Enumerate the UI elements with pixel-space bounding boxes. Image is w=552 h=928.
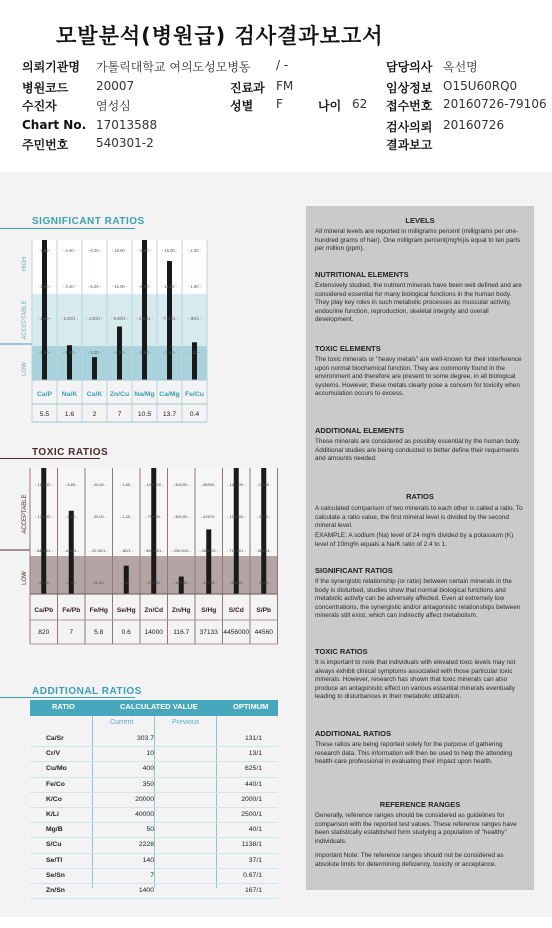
tick-label: - 2.30 - [187,248,202,253]
hospital-code-label: 병원코드 [22,81,69,95]
column-value: 5.5 [39,411,50,418]
additional-title-rule [0,697,135,698]
tick-label: - 35550 - [228,580,245,585]
report-title: 모발분석(병원급) 검사결과보고서 [56,24,384,48]
tick-label: - 1000.00 - [144,482,164,487]
clinical-value: O15U60RQ0 [443,79,518,93]
additional-elements-text: These minerals are considered as possibly essential by the human body. Additional studies are being conducted to better define their requirments and amounts needed. [315,438,521,463]
tick-label: - 12.00 - [111,284,128,289]
current-value-cell: 20000 [135,795,154,803]
column-value: 10.5 [137,411,152,418]
ratios-example: EXAMPLE: A sodium (Na) level of 24 mg% divided by a potassium (K) level of 10mg% equals a Na/K ratio of 2.4 to 1. [315,532,514,548]
tick-label: - 1.60 - [119,482,133,487]
tick-label: - 6.60 - [64,514,78,519]
tick-label: - 126.00 - [35,514,53,519]
additional-ratios-title: ADDITIONAL RATIOS [32,686,142,697]
optimum-cell: 1138/1 [241,841,262,849]
table-row [30,808,278,822]
table-row [30,854,278,868]
column-label: S/Cd [228,607,244,614]
previous-subheader: Previous [172,719,200,726]
institution-value: 가톨릭대학교 여의도성모병동 [96,60,251,74]
levels-text: All mineral levels are reported in milligrams percent (milligrams per one-hundred grams of hair). One milligram percent(mg%)is equal to ten parts per million (ppm). [315,228,521,253]
column-label: Se/Hg [116,607,136,614]
tick-label: - 14225 - [200,580,217,585]
table-row [30,732,278,746]
tick-label: - 4.00/1 - [136,316,153,321]
tick-label: - 106650 - [227,514,246,519]
tick-label: - 4.40 - [62,248,77,253]
significant-ratios-text: If the synergistic relationship (or ratio) between certain minerals in the body is disturbed, studies show that normal biological functions and metabolic activity can be adversely affected. Even at extremely low concentrations, the synergistic and/or antagonistic relationships between minerals still exist, which can indirectly affect metabolism. [315,578,521,620]
ratio-cell: Mg/B [46,826,63,834]
ratio-column-header: RATIO [52,702,75,711]
tick-label: - 5680/1 - [255,548,273,553]
column-label: Fe/Pb [62,607,81,614]
hospital-code-value: 20007 [96,79,135,93]
optimum-cell: 167/1 [244,887,262,894]
tick-label: - 56900 - [200,482,217,487]
tick-label: - 28450/1 - [199,548,219,553]
column-value: 5.8 [94,629,104,636]
column-label: S/Pb [256,607,272,614]
column-value: 820 [38,629,50,636]
current-value-cell: 1400 [138,887,154,894]
optimum-cell: 131/1 [244,735,262,742]
column-value: 14000 [144,629,163,636]
tick-label: - .90/1 - [187,316,202,321]
optimum-cell: 2500/1 [241,811,262,818]
additional-elements-heading: ADDITIONAL ELEMENTS [315,426,405,435]
reference-ranges-text: Generally, reference ranges should be considered as guidelines for comparison with the reported test values. These reference ranges have been statistically established form studying a population of "healthy" individuals. [315,812,517,845]
ratio-bar-ca-p [42,240,47,380]
dept-label: 진료과 [230,81,265,95]
tick-label: - 7.00/1 - [161,316,178,321]
tick-label: - 400.00 - [172,482,190,487]
current-value-cell: 140 [142,856,154,864]
tick-label: - 100.00 - [172,580,190,585]
tick-label: - 44.00 - [91,482,107,487]
ratio-cell: Cu/Mo [46,765,67,773]
tick-label: - 1.60 - [187,284,202,289]
tick-label: - .20 - [189,350,200,355]
tick-label: - 84.00/1 - [34,548,53,553]
tick-label: - 3.00 - [162,350,177,355]
calculated-value-column-header: CALCULATED VALUE [120,702,198,711]
dept-value: FM [276,79,294,93]
column-label: Na/K [61,391,78,398]
chart-value: 17013588 [96,118,158,132]
optimum-cell: 440/1 [244,780,262,788]
column-value: 2 [92,411,97,418]
table-row [30,869,278,883]
column-label: S/Hg [201,607,217,614]
toxic-ratios-title: TOXIC RATIOS [32,447,109,458]
ratio-cell: S/Cu [46,841,62,849]
column-value: 44560 [254,629,273,636]
tick-label: - 6.00 - [137,284,152,289]
column-value: 1.6 [64,411,75,418]
table-row [30,838,278,852]
column-value: 13.7 [162,411,177,418]
ratio-cell: Se/Tl [46,856,63,864]
current-value-cell: 350 [142,780,154,788]
request-date-value: 20160726 [443,118,505,132]
result-label: 결과보고 [386,138,433,152]
ratio-cell: Fe/Co [46,780,65,788]
receipt-value: 20160726-79106 [443,97,547,111]
rrn-value: 540301-2 [96,136,154,150]
current-value-cell: 7 [150,871,154,879]
sex-value: F [276,97,283,111]
tick-label: - 4.60 - [37,248,52,253]
ratio-cell: K/Li [46,811,59,818]
significant-ratios-title: SIGNIFICANT RATIOS [32,216,145,227]
doctor-label: 담당의사 [386,60,433,74]
optimum-cell: 13/1 [248,750,262,758]
column-label: Fe/Hg [89,607,108,614]
column-value: 7 [69,629,74,636]
tick-label: - 142200 - [227,482,246,487]
toxic-ratios-text: It is important to note that individuals with elevated toxic levels may not always exhibit clinical symptoms associated with those particular toxic minerals. However, research has shown that toxic minerals can also produce an antagonistic effect on various essential minerals eventually leading to disturbances in their metabolic utilization. [315,659,516,701]
sex-label: 성별 [230,99,254,113]
column-label: Zn/Cu [109,391,130,398]
tick-label: - 500.00/1 - [143,548,164,553]
current-value-cell: 40000 [135,811,154,818]
table-row [30,793,278,807]
column-value: 0.6 [121,629,131,636]
toxic-ratios-chart [0,458,285,684]
toxic-elements-text: The toxic minerals or "heavy metals" are well-known for their interference upon normal biochemical function. They are commonly found in the environment and therefore are present to some degree, in all biological systems. However, these metals clearly pose a concern for toxicity when accumulation occurs to excess. [315,356,522,398]
zone-label-low: LOW [22,571,28,585]
tick-label: - 4.00 - [112,350,127,355]
ratio-cell: Se/Sn [46,871,65,879]
tick-label: - 71100/1 - [226,548,246,553]
column-value: 4456000 [223,629,250,636]
report-header [0,0,552,160]
tick-label: - 2.60 - [37,316,52,321]
institution-extra: / - [276,58,289,72]
tick-label: - 1.60 - [37,350,52,355]
column-value: 7 [117,411,122,418]
ratio-bar-fe-cu [192,342,197,380]
ratio-bar-na-mg [142,240,147,380]
tick-label: - 2.20 - [87,350,102,355]
receipt-label: 접수번호 [386,99,433,113]
optimum-column-header: OPTIMUM [233,702,269,711]
tick-label: - 16.00 - [111,248,128,253]
table-row [30,884,278,898]
tick-label: - 15.00 - [161,248,178,253]
tick-label: - 4.20/1 - [86,316,103,321]
tick-label: - 200.00/1 - [171,548,192,553]
rrn-label: 주민번호 [22,138,69,152]
column-value: 37133 [199,629,218,636]
tick-label: - 300.00 - [172,514,190,519]
tick-label: - 2.40/1 - [61,316,78,321]
table-row [30,823,278,837]
optimum-cell: 40/1 [248,826,262,834]
optimum-cell: 37/1 [248,856,262,864]
current-value-cell: 10 [146,750,154,758]
tick-label: - 1.20 - [119,514,133,519]
chart-label: Chart No. [22,118,87,132]
tick-label: - 2840 - [256,580,271,585]
doctor-value: 옥선명 [443,60,478,74]
ratio-cell: Zn/Sn [46,887,65,894]
column-label: Fe/Cu [185,391,204,398]
toxic-elements-heading: TOXIC ELEMENTS [315,344,381,353]
clinical-label: 임상정보 [386,81,433,95]
tick-label: - 1.40 - [62,350,77,355]
column-label: Zn/Cd [144,607,164,614]
tick-label: - 42675 - [200,514,217,519]
column-label: Na/Mg [134,391,155,398]
current-value-cell: 303.7 [136,735,154,742]
optimum-cell: 2000/1 [241,795,262,803]
column-label: Ca/Pb [34,607,54,614]
current-value-cell: 2228 [138,841,154,849]
nutritional-heading: NUTRITIONAL ELEMENTS [315,270,409,279]
significant-ratios-chart [0,226,215,444]
reference-ranges-heading: REFERENCE RANGES [379,800,461,809]
tick-label: - 4.40/1 - [63,548,80,553]
tick-label: - 250.00 - [145,580,163,585]
additional-ratios-text: These ratios are being reported solely for the purpose of gathering research data. This information will then be used to help the attending health-care professional in evaluating their impact upon health. [315,741,513,766]
tick-label: - 8520 - [256,514,271,519]
table-row [30,778,278,792]
current-value-cell: 50 [146,826,154,834]
request-date-label: 검사의뢰 [386,120,433,134]
toxic-ratios-heading: TOXIC RATIOS [315,647,368,656]
ratio-bar-ca-k [92,357,97,380]
ratio-cell: Ca/Sr [46,735,64,742]
tick-label: - .80/1 - [119,548,134,553]
current-subheader: Current [110,719,134,726]
ratio-cell: Cr/V [46,750,60,758]
tick-label: - 33.00 - [91,514,107,519]
current-value-cell: 400 [142,765,154,773]
tick-label: - 3.60 - [37,284,52,289]
table-row [30,747,278,761]
column-label: Zn/Hg [171,607,191,614]
tick-label: - 2.20 - [64,580,78,585]
age-label: 나이 [318,99,342,113]
reference-ranges-note: Important Note: The reference ranges should not be considered as absolute limits for determining deficiency, toxicity or acceptance. [315,852,504,868]
patient-value: 염성심 [96,99,131,113]
optimum-cell: 0.67/1 [243,871,262,879]
tick-label: - 168.00 - [35,482,53,487]
nutritional-text: Extensively studied, the nutrient minerals have been well defined and are considered essential for many biological functions in the human body. They play key roles in such metabolic processes as muscular activity, endocrine function, reproduction, skeletal integrity and overall development. [315,282,522,324]
page-bottom-margin [0,917,552,928]
ratios-heading: RATIOS [406,492,434,501]
tick-label: - 11.00 - [91,580,107,585]
tick-label: - 9.00 - [137,248,152,253]
additional-table-header [30,700,278,716]
table-row [30,762,278,776]
column-label: Ca/Mg [159,391,180,398]
tick-label: - 8.00/1 - [111,316,128,321]
patient-label: 수진자 [22,99,57,113]
tick-label: - 5.20 - [87,284,102,289]
tick-label: - 2.00 - [137,350,152,355]
institution-label: 의뢰기관명 [22,60,80,74]
zone-label-high: HIGH [22,256,28,272]
tick-label: - 3.40 - [62,284,77,289]
ratios-text: A calculated comparison of two minerals to each other is called a ratio. To calculate a ratio value, the first mineral level is divided by the second mineral level. [315,505,523,530]
age-value: 62 [352,97,368,111]
tick-label: - 22.00/1 - [89,548,108,553]
optimum-cell: 625/1 [244,765,262,773]
tick-label: - 750.00 - [145,514,163,519]
additional-ratios-heading: ADDITIONAL RATIOS [315,729,391,738]
zone-label-low: LOW [22,362,28,376]
significant-ratios-heading: SIGNIFICANT RATIOS [315,566,393,575]
zone-label-acceptable: ACCEPTABLE [22,494,28,534]
tick-label: - 6.20 - [87,248,102,253]
tick-label: - .40 - [121,580,132,585]
tick-label: - 8.80 - [64,482,78,487]
column-value: 116.7 [173,629,190,636]
levels-heading: LEVELS [405,216,435,225]
tick-label: - 11360 - [255,482,272,487]
tick-label: - 11.00 - [161,284,178,289]
column-label: Ca/P [36,391,53,398]
row-separator [30,898,278,899]
tick-label: - 42.00 - [36,580,52,585]
ratio-cell: K/Co [46,795,62,803]
zone-label-acceptable: ACCEPTABLE [22,300,28,340]
column-value: 0.4 [189,411,200,418]
column-label: Ca/K [86,391,103,398]
